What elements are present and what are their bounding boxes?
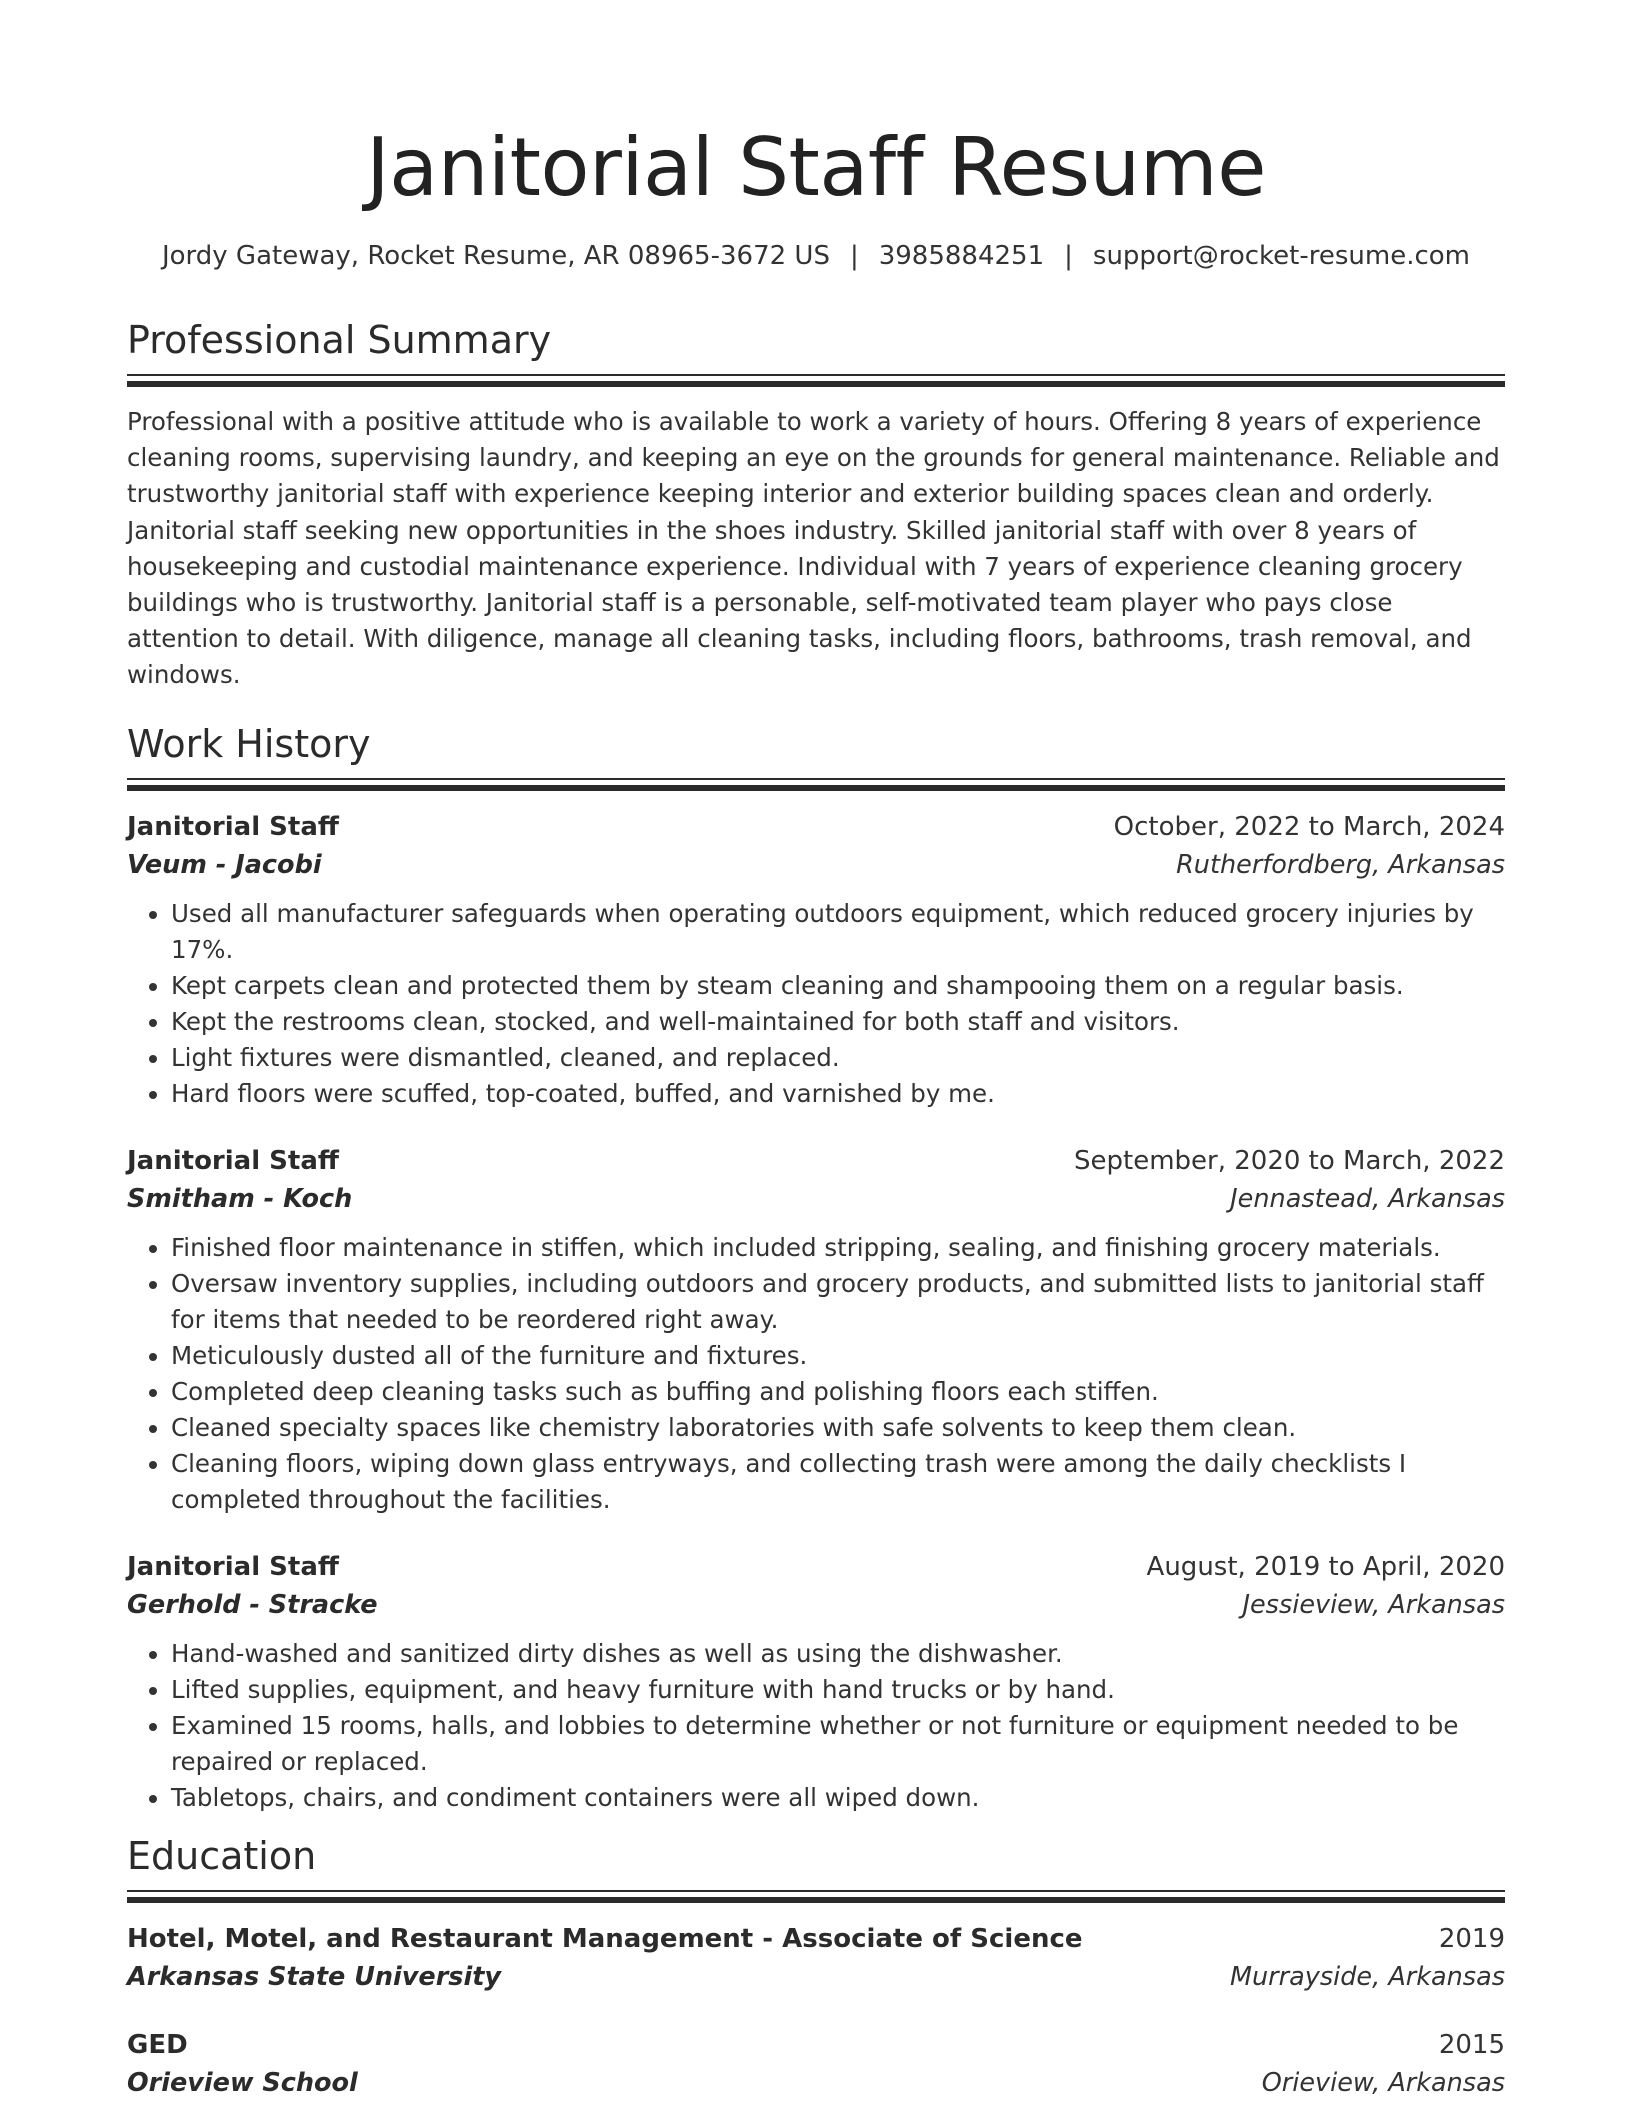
job-bullet: • Cleaning floors, wiping down glass entryways, and collecting trash were among the daily checklists I completed throughout the facilities. xyxy=(171,1446,1505,1518)
education-year: 2015 xyxy=(1438,2029,1505,2060)
job-entry xyxy=(127,1548,1505,1816)
section-divider xyxy=(127,374,1505,390)
job-bullet: • Lifted supplies, equipment, and heavy furniture with hand trucks or by hand. xyxy=(171,1672,1505,1708)
education-degree: Hotel, Motel, and Restaurant Management - Associate of Science xyxy=(127,1923,1083,1954)
job-bullet: • Tabletops, chairs, and condiment containers were all wiped down. xyxy=(171,1780,1505,1816)
job-dates: September, 2020 to March, 2022 xyxy=(1074,1145,1505,1176)
job-title: Janitorial Staff xyxy=(127,811,339,842)
job-location: Rutherfordberg, Arkansas xyxy=(1176,849,1505,880)
job-bullet: • Hard floors were scuffed, top-coated, buffed, and varnished by me. xyxy=(171,1076,1505,1112)
education-location: Murrayside, Arkansas xyxy=(1230,1961,1505,1992)
job-location: Jessieview, Arkansas xyxy=(1242,1589,1505,1620)
contact-separator: | xyxy=(1064,241,1073,271)
education-entry xyxy=(127,2026,1505,2102)
work-history-heading: Work History xyxy=(127,721,371,766)
contact-phone: 3985884251 xyxy=(878,241,1045,271)
job-bullet: • Used all manufacturer safeguards when operating outdoors equipment, which reduced grocery injuries by 17%. xyxy=(171,896,1505,968)
contact-email: support@rocket-resume.com xyxy=(1092,241,1471,271)
summary-heading: Professional Summary xyxy=(127,318,552,362)
summary-text: Professional with a positive attitude who is available to work a variety of hours. Offering 8 years of experience cleaning rooms, supervising laundry, and keeping an eye on the grounds for general maintenance. Reliable and trustworthy janitorial staff with experience keeping interior and exterior building spaces clean and orderly. Janitorial staff seeking new opportunities in the shoes industry. Skilled janitorial staff with over 8 years of housekeeping and custodial maintenance experience. Individual with 7 years of experience cleaning grocery buildings who is trustworthy. Janitorial staff is a personable, self-motivated team player who pays close attention to detail. With diligence, manage all cleaning tasks, including floors, bathrooms, trash removal, and windows. xyxy=(127,407,1500,690)
education-school: Orieview School xyxy=(127,2067,358,2098)
job-bullet: • Examined 15 rooms, halls, and lobbies to determine whether or not furniture or equipment needed to be repaired or replaced. xyxy=(171,1708,1505,1780)
education-section xyxy=(127,1832,1505,2102)
job-bullet: • Kept the restrooms clean, stocked, and well-maintained for both staff and visitors. xyxy=(171,1004,1505,1040)
job-dates: August, 2019 to April, 2020 xyxy=(1146,1551,1505,1582)
section-divider xyxy=(127,1890,1505,1906)
contact-line xyxy=(127,238,1505,274)
job-bullet: • Finished floor maintenance in stiffen, which included stripping, sealing, and finishing grocery materials. xyxy=(171,1230,1505,1266)
job-bullets xyxy=(127,1230,1505,1518)
job-bullet: • Completed deep cleaning tasks such as buffing and polishing floors each stiffen. xyxy=(171,1374,1505,1410)
job-dates: October, 2022 to March, 2024 xyxy=(1113,811,1505,842)
contact-separator: | xyxy=(849,241,859,271)
education-year: 2019 xyxy=(1438,1923,1505,1954)
job-bullet: • Hand-washed and sanitized dirty dishes as well as using the dishwasher. xyxy=(171,1636,1505,1672)
job-company: Gerhold - Stracke xyxy=(127,1589,378,1620)
education-degree: GED xyxy=(127,2029,188,2060)
job-bullet: • Light fixtures were dismantled, cleaned, and replaced. xyxy=(171,1040,1505,1076)
job-entry xyxy=(127,808,1505,1112)
work-history-section xyxy=(127,720,1505,1816)
job-title: Janitorial Staff xyxy=(127,1145,339,1176)
job-title: Janitorial Staff xyxy=(127,1551,339,1582)
job-company: Veum - Jacobi xyxy=(127,849,322,880)
job-bullet: • Oversaw inventory supplies, including outdoors and grocery products, and submitted lists to janitorial staff for items that needed to be reordered right away. xyxy=(171,1266,1505,1338)
summary-section xyxy=(127,316,1505,694)
job-location: Jennastead, Arkansas xyxy=(1230,1183,1505,1214)
education-school: Arkansas State University xyxy=(127,1961,502,1992)
contact-address: Jordy Gateway, Rocket Resume, AR 08965-3672 US xyxy=(161,241,830,271)
job-entry xyxy=(127,1142,1505,1518)
job-bullet: • Cleaned specialty spaces like chemistry laboratories with safe solvents to keep them clean. xyxy=(171,1410,1505,1446)
education-entry xyxy=(127,1920,1505,1996)
section-divider xyxy=(127,778,1505,794)
job-bullet: • Meticulously dusted all of the furniture and fixtures. xyxy=(171,1338,1505,1374)
education-location: Orieview, Arkansas xyxy=(1261,2067,1505,2098)
education-heading: Education xyxy=(127,1833,317,1878)
job-bullet: • Kept carpets clean and protected them by steam cleaning and shampooing them on a regular basis. xyxy=(171,968,1505,1004)
job-company: Smitham - Koch xyxy=(127,1183,353,1214)
job-bullets xyxy=(127,1636,1505,1816)
page-title: Janitorial Staff Resume xyxy=(366,121,1266,214)
job-bullets xyxy=(127,896,1505,1112)
